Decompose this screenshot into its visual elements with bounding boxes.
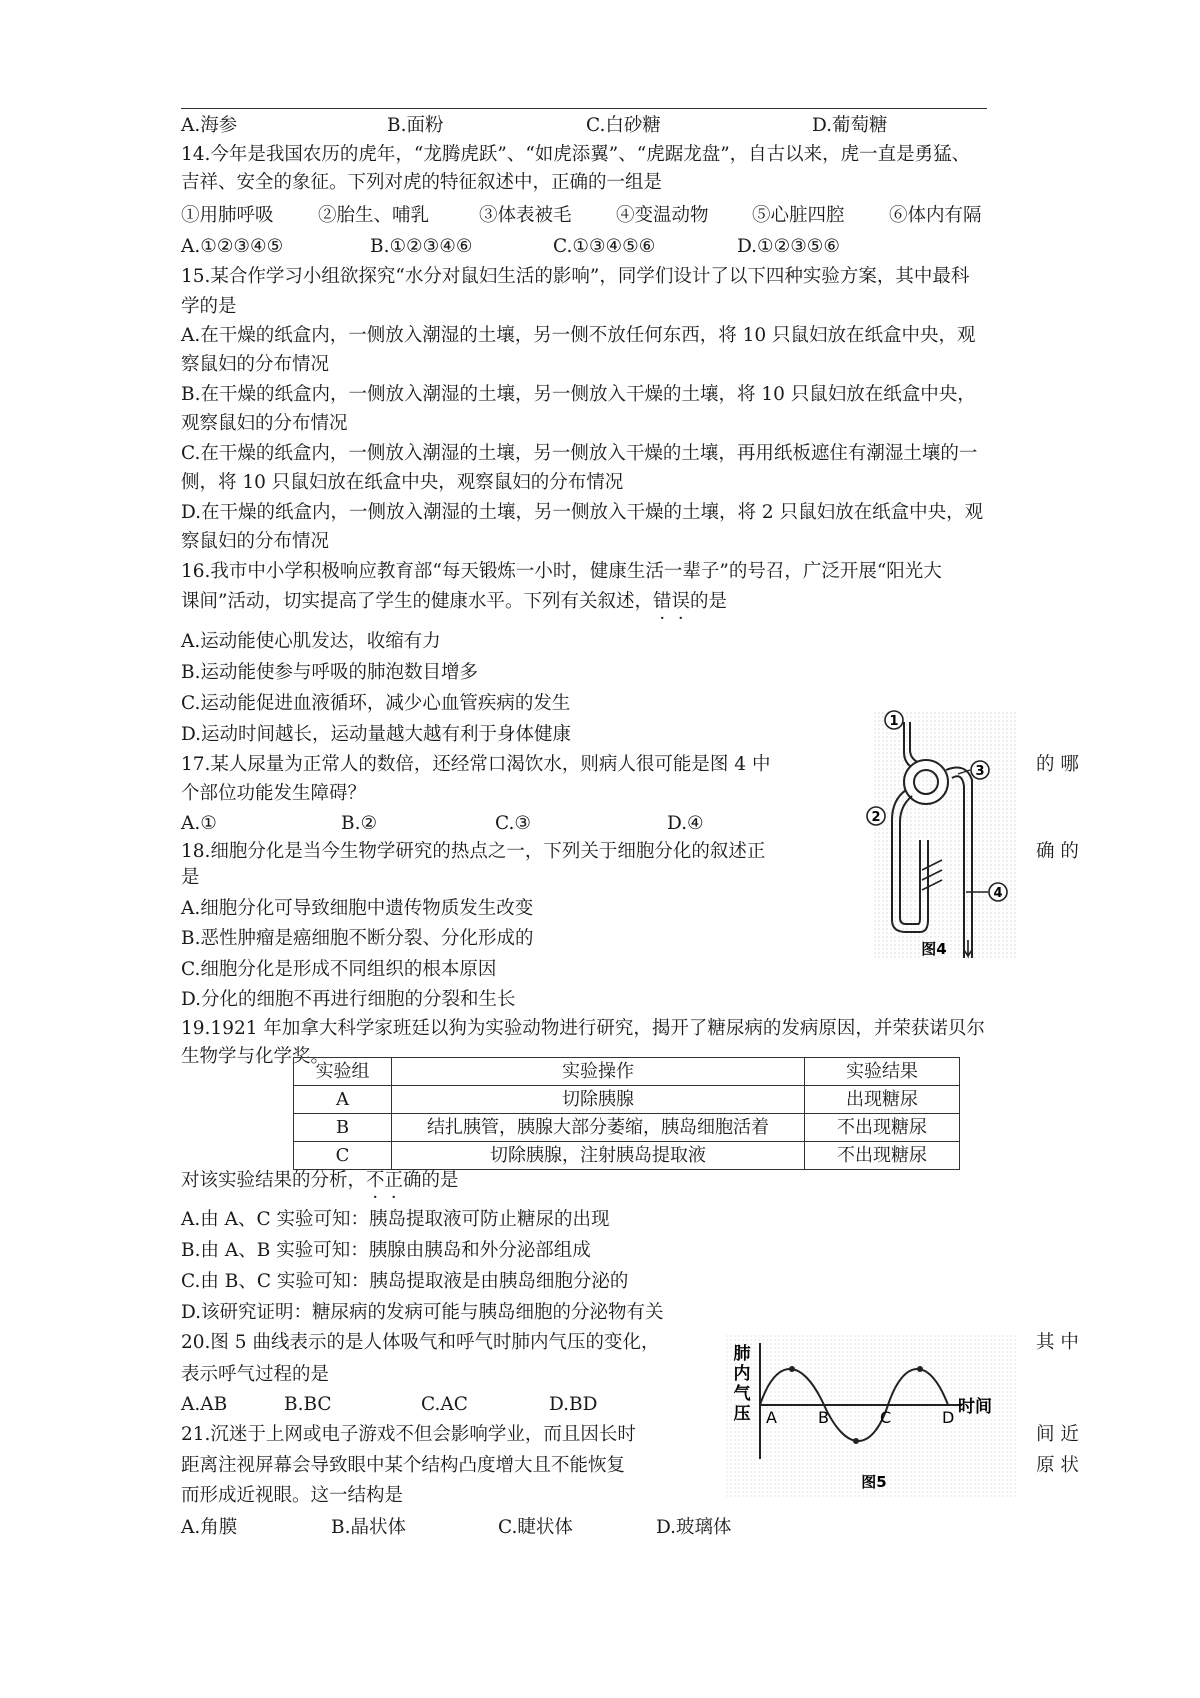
q18-stem-line1-end: 确 的 bbox=[1036, 841, 1079, 862]
figure-5-ylabel-3: 气 bbox=[733, 1384, 751, 1404]
q21-stem-line1-end: 间 近 bbox=[1036, 1424, 1079, 1445]
q17-option-b: B.② bbox=[341, 813, 378, 834]
figure-5-xlabel: 时间 bbox=[958, 1397, 992, 1417]
table-cell: 出现糖尿 bbox=[805, 1086, 960, 1114]
q19-option-b: B.由 A、B 实验可知：胰腺由胰岛和外分泌部组成 bbox=[181, 1240, 591, 1261]
q16-stem-line2 bbox=[181, 588, 727, 616]
q21-option-d: D.玻璃体 bbox=[656, 1517, 732, 1538]
q20-option-c: C.AC bbox=[421, 1394, 468, 1415]
q15-option-d-line2: 察鼠妇的分布情况 bbox=[181, 531, 330, 552]
q15-stem-line2: 学的是 bbox=[181, 296, 237, 317]
q18-option-a: A.细胞分化可导致细胞中遗传物质发生改变 bbox=[181, 898, 534, 919]
q15-option-c-line1: C.在干燥的纸盒内，一侧放入潮湿的土壤，另一侧放入干燥的土壤，再用纸板遮住有潮湿土壤的一 bbox=[181, 443, 978, 464]
q18-stem-line2: 是 bbox=[181, 867, 200, 888]
q13-option-a: A.海参 bbox=[181, 115, 238, 136]
q16-option-a: A.运动能使心肌发达，收缩有力 bbox=[181, 631, 441, 652]
q15-stem-line1: 15.某合作学习小组欲探究“水分对鼠妇生活的影响”，同学们设计了以下四种实验方案，其中最科 bbox=[181, 266, 970, 287]
glomerulus bbox=[914, 770, 938, 794]
figure-4-caption: 图4 bbox=[921, 940, 947, 958]
q19-option-c: C.由 B、C 实验可知：胰岛提取液是由胰岛细胞分泌的 bbox=[181, 1271, 629, 1292]
table-cell: 不出现糖尿 bbox=[805, 1142, 960, 1170]
figure-5-point-c: C bbox=[880, 1408, 892, 1427]
table-cell: C bbox=[294, 1142, 392, 1170]
q15-option-d-line1: D.在干燥的纸盒内，一侧放入潮湿的土壤，另一侧放入干燥的土壤，将 2 只鼠妇放在纸盒中央，观 bbox=[181, 502, 984, 523]
figure-4-label-1: 1 bbox=[889, 714, 899, 729]
q14-feature-4: ④变温动物 bbox=[616, 205, 709, 226]
q14-option-a: A.①②③④⑤ bbox=[181, 236, 284, 257]
figure-5-trough-dot bbox=[853, 1438, 859, 1444]
q17-stem-line1-end: 的 哪 bbox=[1036, 754, 1079, 775]
q14-feature-2: ②胎生、哺乳 bbox=[318, 205, 430, 226]
q14-feature-3: ③体表被毛 bbox=[479, 205, 572, 226]
table-header-cell: 实验操作 bbox=[392, 1058, 805, 1086]
figure-4-label-3: 3 bbox=[975, 764, 985, 779]
figure-4-nephron-diagram bbox=[862, 700, 1020, 960]
q21-stem-line2-end: 原 状 bbox=[1036, 1455, 1079, 1476]
q19-emphasis-char-2: 正 bbox=[384, 1170, 404, 1191]
table-cell: A bbox=[294, 1086, 392, 1114]
figure-4-background bbox=[872, 710, 1018, 960]
q13-option-d: D.葡萄糖 bbox=[812, 115, 888, 136]
q14-feature-5: ⑤心脏四腔 bbox=[752, 205, 845, 226]
q13-option-c: C.白砂糖 bbox=[586, 115, 661, 136]
table-cell: B bbox=[294, 1114, 392, 1142]
q17-option-a: A.① bbox=[181, 813, 217, 834]
q14-feature-1: ①用肺呼吸 bbox=[181, 205, 274, 226]
q20-stem-line2: 表示呼气过程的是 bbox=[181, 1364, 330, 1385]
q17-stem-line1: 17.某人尿量为正常人的数倍，还经常口渴饮水，则病人很可能是图 4 中 bbox=[181, 754, 771, 775]
figure-5-point-a: A bbox=[766, 1408, 777, 1427]
table-row bbox=[294, 1086, 960, 1114]
figure-5-ylabel-2: 内 bbox=[733, 1364, 751, 1384]
q20-stem-line1: 20.图 5 曲线表示的是人体吸气和呼气时肺内气压的变化， bbox=[181, 1332, 660, 1353]
figure-5-point-d: D bbox=[942, 1408, 955, 1427]
q21-stem-line1: 21.沉迷于上网或电子游戏不但会影响学业，而且因长时 bbox=[181, 1424, 636, 1445]
figure-5-point-b: B bbox=[818, 1408, 829, 1427]
q17-option-d: D.④ bbox=[667, 813, 704, 834]
q19-question bbox=[181, 1167, 459, 1195]
q14-stem-line1: 14.今年是我国农历的虎年，“龙腾虎跃”、“如虎添翼”、“虎踞龙盘”，自古以来，虎一直是勇猛、 bbox=[181, 144, 971, 165]
q14-stem-line2: 吉祥、安全的象征。下列对虎的特征叙述中，正确的一组是 bbox=[181, 172, 663, 193]
q20-stem-line1-end: 其 中 bbox=[1036, 1332, 1079, 1353]
q21-option-c: C.睫状体 bbox=[498, 1517, 573, 1538]
q21-option-b: B.晶状体 bbox=[331, 1517, 406, 1538]
q15-option-a-line1: A.在干燥的纸盒内，一侧放入潮湿的土壤，另一侧不放任何东西，将 10 只鼠妇放在纸盒中央，观 bbox=[181, 325, 976, 346]
figure-5-peak-dot bbox=[789, 1366, 795, 1372]
q21-option-a: A.角膜 bbox=[181, 1517, 238, 1538]
table-cell: 切除胰腺 bbox=[392, 1086, 805, 1114]
top-rule bbox=[181, 108, 987, 109]
q20-option-a: A.AB bbox=[181, 1394, 228, 1415]
q19-stem-line1: 19.1921 年加拿大科学家班廷以狗为实验动物进行研究，揭开了糖尿病的发病原因，并荣获诺贝尔 bbox=[181, 1018, 985, 1039]
figure-5-ylabel-4: 压 bbox=[733, 1404, 751, 1424]
table-header-row bbox=[294, 1058, 960, 1086]
q19-option-d: D.该研究证明：糖尿病的发病可能与胰岛细胞的分泌物有关 bbox=[181, 1302, 664, 1323]
q21-stem-line3: 而形成近视眼。这一结构是 bbox=[181, 1485, 404, 1506]
figure-5-caption: 图5 bbox=[861, 1473, 887, 1491]
q16-emphasis-char-2: 误 bbox=[671, 591, 690, 612]
q19-question-tail: 确的是 bbox=[403, 1170, 459, 1191]
table-cell: 不出现糖尿 bbox=[805, 1114, 960, 1142]
q18-option-c: C.细胞分化是形成不同组织的根本原因 bbox=[181, 959, 497, 980]
q18-option-b: B.恶性肿瘤是癌细胞不断分裂、分化形成的 bbox=[181, 928, 534, 949]
q18-option-d: D.分化的细胞不再进行细胞的分裂和生长 bbox=[181, 989, 516, 1010]
figure-4-label-2: 2 bbox=[871, 810, 881, 825]
table-header-cell: 实验结果 bbox=[805, 1058, 960, 1086]
figure-5-peak-dot bbox=[917, 1366, 923, 1372]
figure-5-ylabel-1: 肺 bbox=[733, 1344, 751, 1364]
figure-4-label-4: 4 bbox=[993, 886, 1003, 901]
q16-stem-tail: 的是 bbox=[690, 591, 728, 612]
q21-stem-line2: 距离注视屏幕会导致眼中某个结构凸度增大且不能恢复 bbox=[181, 1455, 626, 1476]
table-cell: 结扎胰管，胰腺大部分萎缩，胰岛细胞活着 bbox=[392, 1114, 805, 1142]
q16-stem-text: 课间”活动，切实提高了学生的健康水平。下列有关叙述， bbox=[181, 591, 653, 612]
experiment-table bbox=[293, 1057, 960, 1170]
table-row bbox=[294, 1114, 960, 1142]
q14-option-d: D.①②③⑤⑥ bbox=[737, 236, 840, 257]
q19-question-text: 对该实验结果的分析， bbox=[181, 1170, 367, 1191]
q16-stem-line1: 16.我市中小学积极响应教育部“每天锻炼一小时，健康生活一辈子”的号召，广泛开展“阳光大 bbox=[181, 561, 942, 582]
q19-emphasis-char-1: 不 bbox=[366, 1170, 385, 1191]
table-cell: 切除胰腺，注射胰岛提取液 bbox=[392, 1142, 805, 1170]
q15-option-b-line2: 观察鼠妇的分布情况 bbox=[181, 413, 348, 434]
q14-option-b: B.①②③④⑥ bbox=[370, 236, 473, 257]
table-row bbox=[294, 1142, 960, 1170]
q14-feature-6: ⑥体内有隔 bbox=[889, 205, 982, 226]
q18-stem-line1: 18.细胞分化是当今生物学研究的热点之一，下列关于细胞分化的叙述正 bbox=[181, 841, 766, 862]
q16-option-d: D.运动时间越长，运动量越大越有利于身体健康 bbox=[181, 724, 572, 745]
q20-option-b: B.BC bbox=[284, 1394, 332, 1415]
q15-option-b-line1: B.在干燥的纸盒内，一侧放入潮湿的土壤，另一侧放入干燥的土壤，将 10 只鼠妇放在纸盒中央， bbox=[181, 384, 976, 405]
q16-option-c: C.运动能促进血液循环，减少心血管疾病的发生 bbox=[181, 693, 571, 714]
q17-option-c: C.③ bbox=[495, 813, 531, 834]
q13-option-b: B.面粉 bbox=[387, 115, 444, 136]
q19-stem-line2: 生物学与化学奖。 bbox=[181, 1046, 330, 1067]
table-header-cell: 实验组 bbox=[294, 1058, 392, 1086]
figure-5-pressure-curve bbox=[726, 1335, 1018, 1499]
q17-stem-line2: 个部位功能发生障碍？ bbox=[181, 783, 367, 804]
q16-emphasis-char-1: 错 bbox=[652, 591, 672, 612]
q20-option-d: D.BD bbox=[549, 1394, 598, 1415]
q16-option-b: B.运动能使参与呼吸的肺泡数目增多 bbox=[181, 662, 478, 683]
q14-option-c: C.①③④⑤⑥ bbox=[553, 236, 656, 257]
q15-option-c-line2: 侧，将 10 只鼠妇放在纸盒中央，观察鼠妇的分布情况 bbox=[181, 472, 624, 493]
q15-option-a-line2: 察鼠妇的分布情况 bbox=[181, 354, 330, 375]
q19-option-a: A.由 A、C 实验可知：胰岛提取液可防止糖尿的出现 bbox=[181, 1209, 610, 1230]
